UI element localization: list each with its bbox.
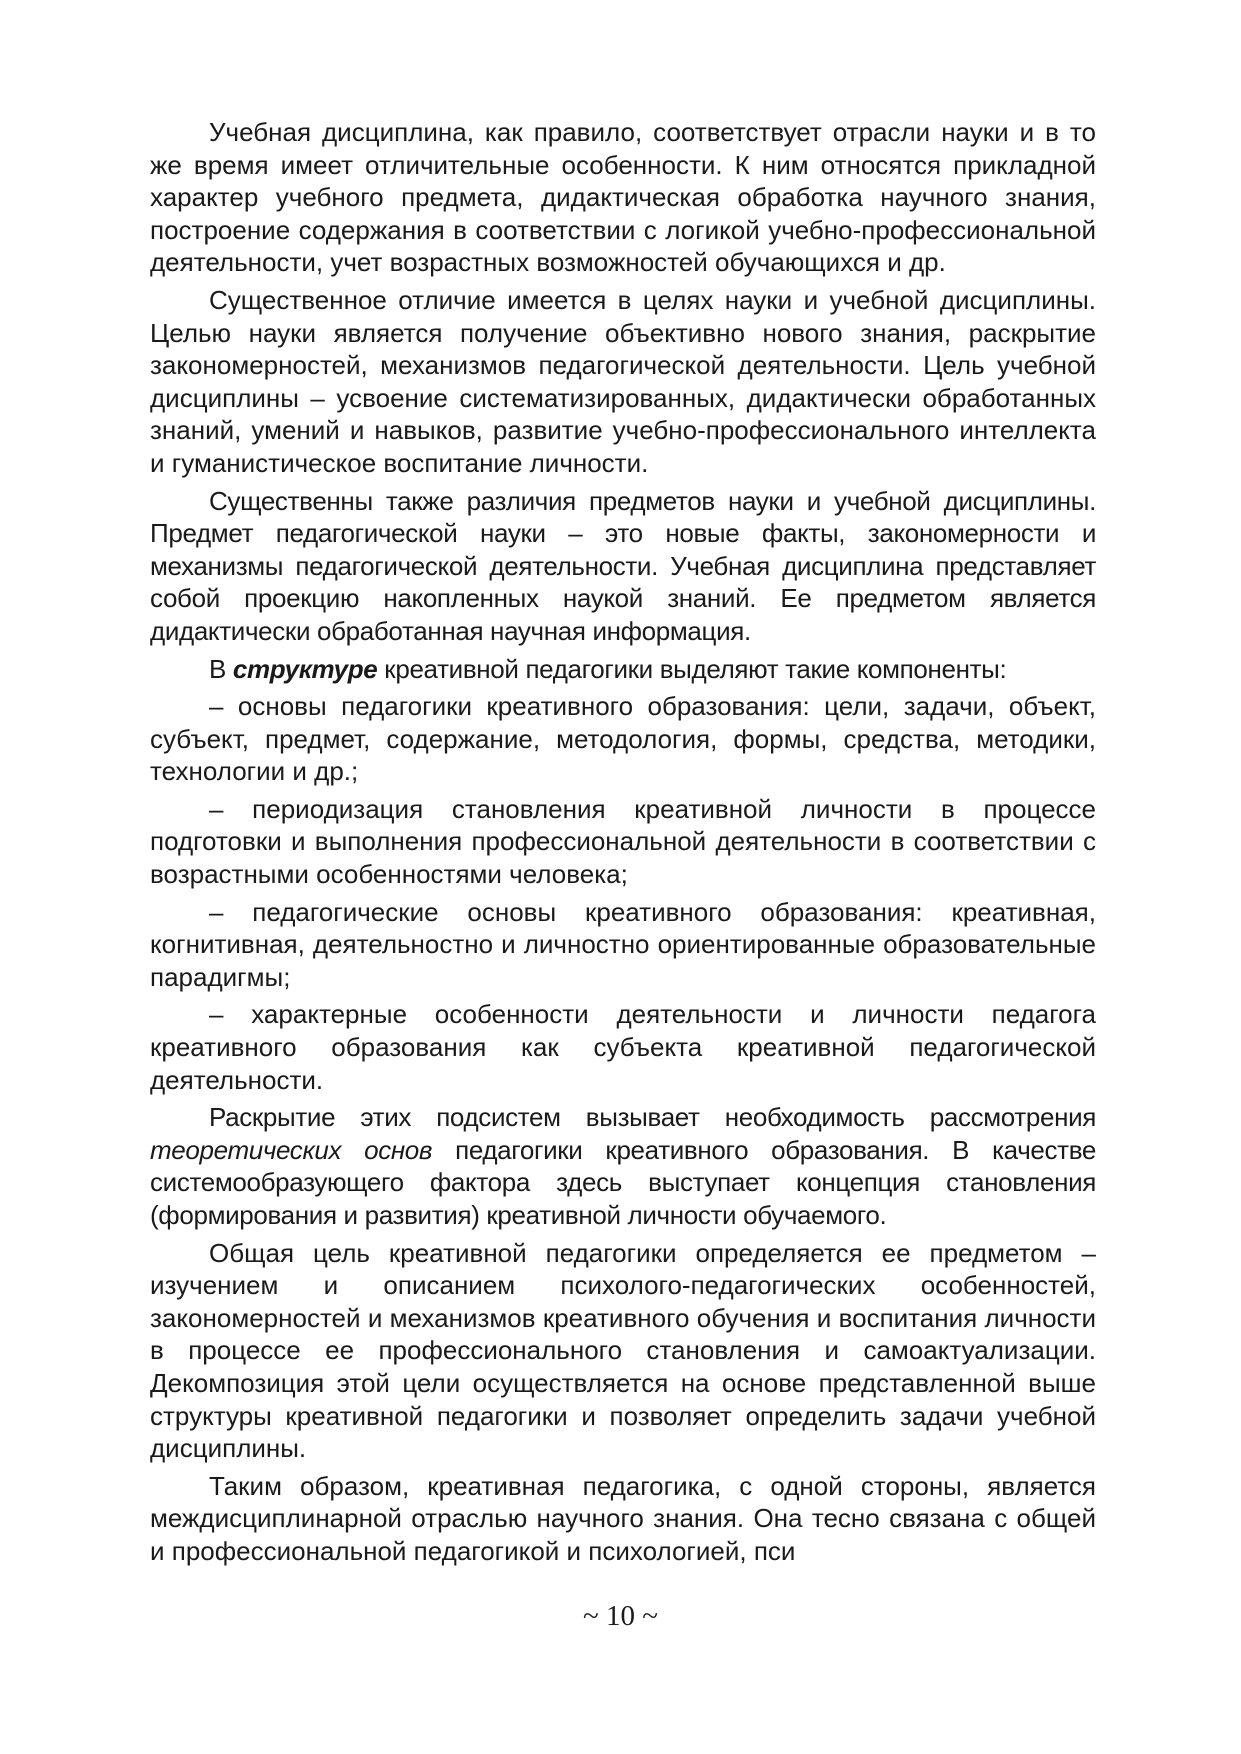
- structure-term: структуре: [232, 653, 378, 684]
- paragraph-theoretical-foundations: [150, 1101, 1096, 1231]
- theory-lead: Раскрытие этих подсистем вызывает необходимость рассмотрения: [209, 1102, 1096, 1133]
- paragraph-structure-intro: [150, 653, 1096, 686]
- paragraph-subject-difference: Существенны также различия предметов науки и учебной дисциплины. Предмет педагогической науки – это новые факты, закономерности и механизмы педагогической деятельности. Учебная дисциплина представляет собой проекцию накопленных наукой знаний. Ее предметом является дидактически обработанная научная информация.: [150, 485, 1096, 646]
- paragraph-general-goal: Общая цель креативной педагогики определяется ее предметом – изучением и описанием психолого-педагогических особенностей, закономерностей и механизмов креативного обучения и воспитания личности в процессе ее профессионального становления и самоактуализации. Декомпозиция этой цели осуществляется на основе представленной выше структуры креативной педагогики и позволяет определить задачи учебной дисциплины.: [150, 1237, 1096, 1464]
- paragraph-discipline-features: Учебная дисциплина, как правило, соответствует отрасли науки и в то же время имеет отличительные особенности. К ним относятся прикладной характер учебного предмета, дидактическая обработка научного знания, построение содержания в соответствии с логикой учебно-профессиональной деятельности, учет возрастных возможностей обучающихся и др.: [150, 117, 1096, 278]
- structure-intro-tail: креативной педагогики выделяют такие компоненты:: [377, 653, 1007, 684]
- list-item: – основы педагогики креативного образования: цели, задачи, объект, субъект, предмет, содержание, методология, формы, средства, методики, технологии и др.;: [150, 691, 1096, 787]
- page-body: [150, 116, 1096, 1573]
- list-item: – характерные особенности деятельности и личности педагога креативного образования как субъекта креативной педагогической деятельности.: [150, 999, 1096, 1095]
- list-item: – педагогические основы креативного образования: креативная, когнитивная, деятельностно и личностно ориентированные образовательные парадигмы;: [150, 896, 1096, 992]
- theory-term: теоретических основ: [150, 1134, 433, 1165]
- structure-intro-lead: В: [209, 653, 233, 684]
- theory-tail: педагогики креативного образования. В качестве системообразующего фактора здесь выступает концепция становления (формирования и развития) креативной личности обучаемого.: [150, 1134, 1096, 1230]
- page-number: ~ 10 ~: [583, 1600, 658, 1632]
- paragraph-goals-difference: Существенное отличие имеется в целях науки и учебной дисциплины. Целью науки является получение объективно нового знания, раскрытие закономерностей, механизмов педагогической деятельности. Цель учебной дисциплины – усвоение систематизированных, дидактически обработанных знаний, умений и навыков, развитие учебно-профессионального интеллекта и гуманистическое воспитание личности.: [150, 284, 1096, 478]
- list-item: – периодизация становления креативной личности в процессе подготовки и выполнения профессиональной деятельности в соответствии с возрастными особенностями человека;: [150, 793, 1096, 890]
- paragraph-conclusion: Таким образом, креативная педагогика, с одной стороны, является междисциплинарной отраслью научного знания. Она тесно связана с общей и профессиональной педагогикой и психологией, пси: [150, 1470, 1096, 1566]
